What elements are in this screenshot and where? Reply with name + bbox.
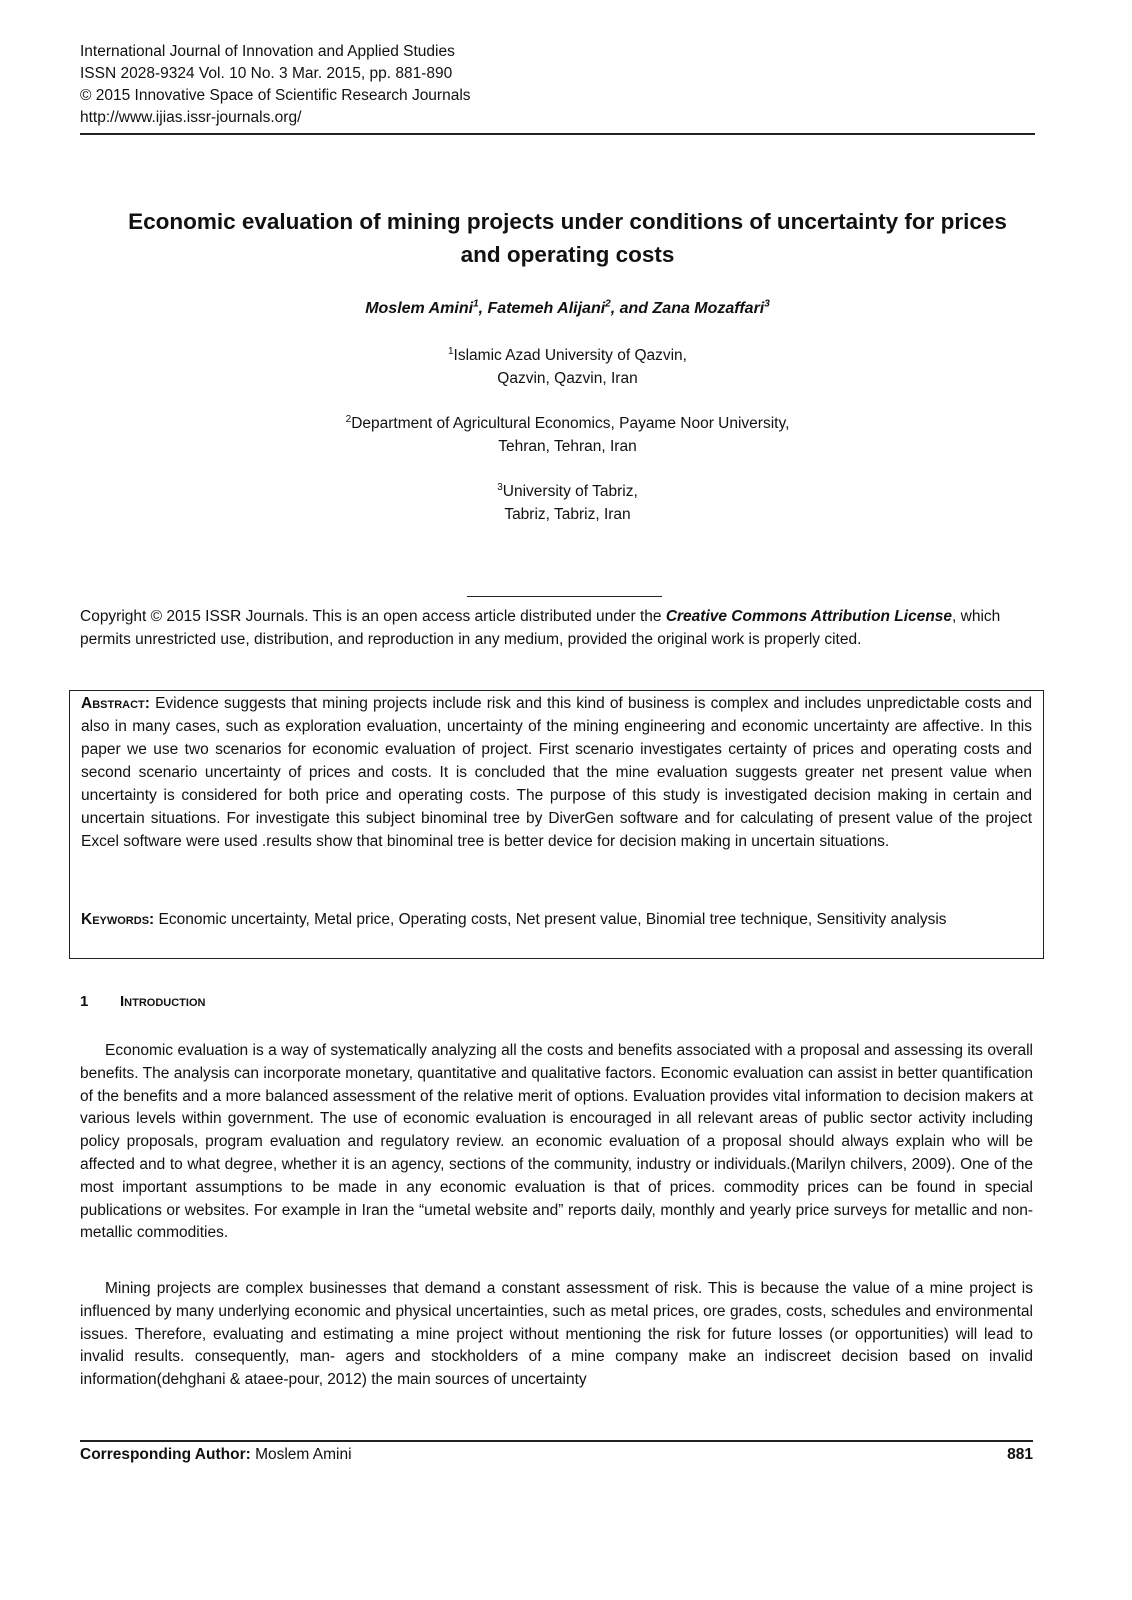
author-affil-mark: 2	[605, 298, 611, 310]
copyright-notice	[80, 605, 1055, 651]
affiliation-2	[80, 412, 1055, 458]
affil-mark: 1	[447, 345, 454, 357]
abstract-text: Evidence suggests that mining projects include risk and this kind of business is complex and includes unpredictable costs and also in many cases, such as exploration evaluation, uncertainty of the mining engineering and economic uncertainty are affective. In this paper we use two scenarios for economic evaluation of project. First scenario investigates certainty of prices and operating costs and second scenario uncertainty of prices and costs. It is concluded that the mine evaluation suggests greater net present value when uncertainty is considered for both price and operating costs. The purpose of this study is investigated decision making in certain and uncertain situations. For investigate this subject binominal tree by DiverGen software and for calculating of present value of the project Excel software were used .results show that binominal tree is better device for decision making in uncertain situations.	[81, 695, 1033, 850]
license-name: Creative Commons Attribution License	[665, 608, 953, 625]
body-paragraph: Mining projects are complex businesses that demand a constant assessment of risk. This is because the value of a mine project is influenced by many underlying economic and physical uncertainties, such as metal prices, ore grades, costs, schedules and environmental issues. Therefore, evaluating and estimating a mine project without mentioning the risk for future losses (or opportunities) will lead to invalid results. consequently, man- agers and stockholders of a mine company make an indiscreet decision based on invalid information(dehghani & ataee-pour, 2012) the main sources of uncertainty	[80, 1280, 1033, 1389]
body-paragraph: Economic evaluation is a way of systematically analyzing all the costs and benefits associated with a proposal and assessing its overall benefits. The analysis can incorporate monetary, quantitative and qualitative factors. Economic evaluation can assist in better quantification of the benefits and a more balanced assessment of the relative merit of options. Evaluation provides vital information to decision makers at various levels within government. The use of economic evaluation is encouraged in all relevant areas of public sector activity including policy proposals, program evaluation and regulatory review. an economic evaluation of a proposal should always explain who will be affected and to what degree, whether it is an agency, sections of the community, industry or individuals.(Marilyn chilvers, 2009). One of the most important assumptions to be made in any economic evaluation is that of prices. commodity prices can be found in special publications or websites. For example in Iran the “umetal website and” reports daily, monthly and yearly price surveys for metallic and non-metallic commodities.	[80, 1042, 1033, 1242]
author-name: Moslem Amini	[365, 300, 474, 317]
page-number: 881	[1007, 1446, 1033, 1463]
paper-title-line-1: Economic evaluation of mining projects under conditions of uncertainty for prices	[128, 209, 1007, 234]
author-affil-mark: 3	[764, 298, 770, 310]
author-name: Fatemeh Alijani	[487, 300, 606, 317]
journal-header	[80, 41, 1035, 135]
journal-name: International Journal of Innovation and Applied Studies	[80, 43, 455, 60]
keywords	[81, 908, 1032, 931]
paper-title-line-2: and operating costs	[460, 242, 675, 267]
affil-line: Qazvin, Qazvin, Iran	[497, 370, 638, 387]
abstract-box	[69, 690, 1044, 959]
copyright-text: Copyright © 2015 ISSR Journals. This is an open access article distributed under the	[80, 608, 666, 625]
author-name: Zana Mozaffari	[652, 300, 765, 317]
journal-url[interactable]: http://www.ijias.issr-journals.org/	[80, 109, 302, 126]
corresponding-author-name: Moslem Amini	[255, 1446, 352, 1463]
copyright-text: , which permits unrestricted use, distribution, and reproduction in any medium, provided the original work is properly cited.	[80, 608, 1001, 648]
page-footer	[80, 1440, 1033, 1464]
affil-line: Tabriz, Tabriz, Iran	[504, 506, 631, 523]
abstract-label: Abstract:	[81, 695, 150, 712]
author-affil-mark: 1	[473, 298, 479, 310]
author-list	[80, 300, 1055, 318]
affil-line: Department of Agricultural Economics, Payame Noor University,	[351, 415, 790, 432]
journal-publisher: © 2015 Innovative Space of Scientific Research Journals	[80, 87, 471, 104]
corresponding-author	[80, 1446, 352, 1464]
copyright-divider	[467, 596, 662, 597]
affil-line: Tehran, Tehran, Iran	[498, 438, 637, 455]
affil-mark: 2	[345, 413, 352, 425]
section-number: 1	[80, 993, 89, 1010]
corresponding-author-label: Corresponding Author:	[80, 1446, 251, 1463]
abstract	[81, 692, 1032, 853]
affiliation-1	[80, 344, 1055, 390]
section-title: Introduction	[120, 993, 206, 1010]
paper-title	[80, 205, 1055, 271]
section-heading	[80, 993, 205, 1010]
affil-line: University of Tabriz,	[502, 483, 638, 500]
journal-issue: ISSN 2028-9324 Vol. 10 No. 3 Mar. 2015, pp. 881-890	[80, 65, 453, 82]
keywords-text: Economic uncertainty, Metal price, Operating costs, Net present value, Binomial tree technique, Sensitivity analysis	[158, 911, 947, 928]
author-separator: , and	[610, 300, 653, 317]
affiliation-3	[80, 480, 1055, 526]
affil-mark: 3	[497, 481, 503, 493]
affil-line: Islamic Azad University of Qazvin,	[453, 347, 687, 364]
author-separator: ,	[478, 300, 488, 317]
keywords-label: Keywords:	[81, 911, 155, 928]
